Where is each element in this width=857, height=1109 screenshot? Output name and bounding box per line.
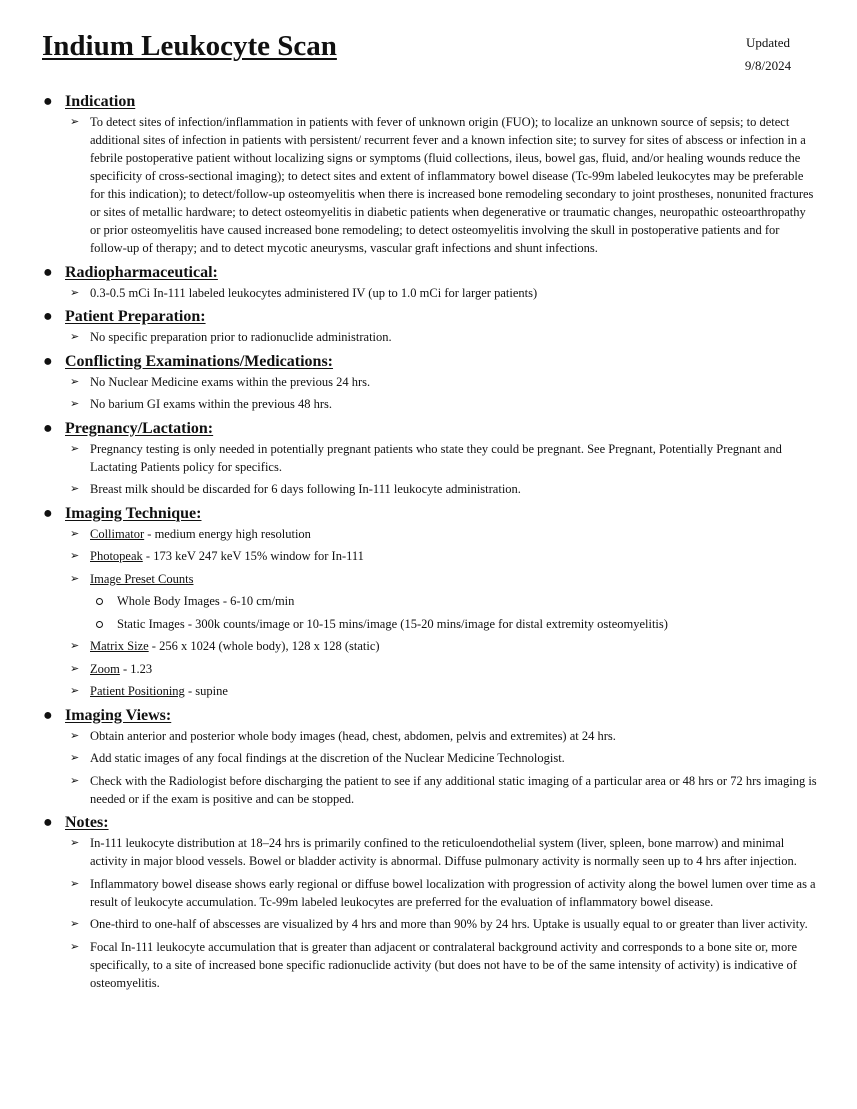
item-text: Breast milk should be discarded for 6 days following In-111 leukocyte administration. bbox=[90, 482, 521, 496]
item-text: - 1.23 bbox=[119, 661, 153, 676]
bullet-icon: ● bbox=[43, 352, 53, 370]
sub-list-item bbox=[0, 592, 857, 610]
item-text: In-111 leukocyte distribution at 18–24 hrs is primarily confined to the reticuloendothelial system (liver, spleen, bone marrow) and minimal activity in major blood vessels. Bowel or bladder activity is abnormal. Diffuse pulmonary activity is normally seen up to 4 hrs after injection. bbox=[90, 836, 797, 868]
circle-bullet-icon bbox=[96, 598, 103, 605]
arrow-bullet-icon: ➢ bbox=[70, 940, 80, 953]
item-text: - medium energy high resolution bbox=[144, 526, 311, 541]
item-term: Matrix Size bbox=[90, 639, 149, 653]
list-item bbox=[0, 749, 857, 767]
list-item bbox=[0, 480, 857, 498]
item-text: - supine bbox=[184, 684, 228, 698]
section-imaging-views bbox=[0, 705, 857, 808]
list-item-collimator bbox=[0, 525, 857, 543]
list-item-matrix-size bbox=[0, 637, 857, 655]
arrow-bullet-icon: ➢ bbox=[70, 527, 80, 540]
list-item-zoom bbox=[0, 660, 857, 678]
item-text: One-third to one-half of abscesses are visualized by 4 hrs and more than 90% by 24 hrs. Uptake is usually equal to or greater than liver activity. bbox=[90, 917, 808, 931]
list-item-preset-counts bbox=[0, 570, 857, 588]
section-heading: Pregnancy/Lactation: bbox=[65, 419, 214, 437]
document-body bbox=[0, 91, 857, 996]
arrow-bullet-icon: ➢ bbox=[70, 752, 80, 764]
item-text: Obtain anterior and posterior whole body images (head, chest, abdomen, pelvis and extremites) at 24 hrs. bbox=[90, 728, 616, 743]
arrow-bullet-icon: ➢ bbox=[70, 398, 80, 410]
list-item bbox=[0, 373, 857, 391]
arrow-bullet-icon: ➢ bbox=[70, 116, 80, 128]
list-item-patient-positioning bbox=[0, 682, 857, 700]
list-item bbox=[0, 727, 857, 745]
item-text: No Nuclear Medicine exams within the previous 24 hrs. bbox=[90, 374, 371, 389]
item-text: Whole Body Images - 6-10 cm/min bbox=[117, 594, 295, 608]
section-radiopharmaceutical bbox=[0, 262, 857, 302]
list-item bbox=[0, 284, 857, 302]
list-item bbox=[0, 834, 857, 870]
list-item bbox=[0, 395, 857, 413]
arrow-bullet-icon: ➢ bbox=[70, 375, 80, 388]
item-text: To detect sites of infection/inflammation in patients with fever of unknown origin (FUO); to localize an unknown source of sepsis; to detect additional sites of infection in patients with persistent/ recurrent fever and a known infection site; to survey for sites of abscess or infection in a febrile postoperative patient without localizing signs or symptoms (fluid collections, ileus, bowel gas, fluid, and/or healing wounds reduce the specificity of cross-sectional imaging); to detect sites and extent of inflammatory bowel disease (Tc-99m labeled leukocytes may be preferable for this indication); to detect/follow-up osteomyelitis when there is increased bone remodeling secondary to joint prostheses, nonunited fractures or sites of metallic hardware; to detect osteomyelitis in diabetic patients when degenerative or traumatic changes, neuropathic osteoarthropathy or prior osteomyelitis have caused increased bone remodeling; to detect osteomyelitis involving the skull in postoperative patients and for follow-up of therapy; and to detect mycotic aneurysms, vascular graft infections and shunt infections. bbox=[90, 115, 814, 255]
item-term: Image Preset Counts bbox=[90, 571, 194, 586]
item-text: Pregnancy testing is only needed in potentially pregnant patients who state they could be pregnant. See Pregnant, Potentially Pregnant and Lactating Patients policy for specifics. bbox=[90, 441, 782, 474]
arrow-bullet-icon: ➢ bbox=[70, 877, 80, 890]
list-item bbox=[0, 772, 857, 808]
arrow-bullet-icon: ➢ bbox=[70, 442, 80, 455]
arrow-bullet-icon: ➢ bbox=[70, 640, 80, 652]
item-text: - 256 x 1024 (whole body), 128 x 128 (static) bbox=[148, 639, 380, 653]
list-item bbox=[0, 915, 857, 933]
item-text: 0.3-0.5 mCi In-111 labeled leukocytes administered IV (up to 1.0 mCi for larger patients) bbox=[90, 285, 538, 300]
item-term: Photopeak bbox=[90, 549, 143, 563]
list-item-photopeak bbox=[0, 547, 857, 565]
arrow-bullet-icon: ➢ bbox=[70, 918, 80, 930]
item-text: Inflammatory bowel disease shows early regional or diffuse bowel localization with progression of activity along the bowel lumen over time as a result of leukocyte accumulation. Tc-99m labeled leukocytes are preferred for the evaluation of inflammatory bowel disease. bbox=[90, 876, 816, 909]
list-item bbox=[0, 938, 857, 992]
section-heading: Imaging Technique: bbox=[65, 504, 202, 522]
arrow-bullet-icon: ➢ bbox=[70, 286, 80, 299]
arrow-bullet-icon: ➢ bbox=[70, 483, 80, 495]
item-text: Static Images - 300k counts/image or 10-15 mins/image (15-20 mins/image for distal extremity osteomyelitis) bbox=[117, 616, 668, 631]
bullet-icon: ● bbox=[43, 419, 53, 437]
section-conflicting-exams bbox=[0, 351, 857, 414]
bullet-icon: ● bbox=[43, 814, 53, 831]
arrow-bullet-icon: ➢ bbox=[70, 550, 80, 562]
item-text: No specific preparation prior to radionuclide administration. bbox=[90, 330, 392, 344]
arrow-bullet-icon: ➢ bbox=[70, 572, 80, 585]
item-text: Focal In-111 leukocyte accumulation that is greater than adjacent or contralateral background activity and corresponds to a bone site or, more specifically, to a site of increased bone specific radionuclide activity (but does not have to be of the same intensity of activity) is indicative of osteomyelitis. bbox=[90, 939, 797, 990]
list-item bbox=[0, 440, 857, 476]
item-term: Collimator bbox=[90, 526, 145, 541]
arrow-bullet-icon: ➢ bbox=[70, 774, 80, 787]
section-indication bbox=[0, 91, 857, 257]
section-pregnancy-lactation bbox=[0, 418, 857, 499]
updated-date: 9/8/2024 bbox=[744, 58, 792, 73]
item-text: Add static images of any focal findings at the discretion of the Nuclear Medicine Technologist. bbox=[90, 751, 565, 765]
list-item bbox=[0, 875, 857, 911]
item-text: - 173 keV 247 keV 15% window for In-111 bbox=[142, 549, 364, 563]
bullet-icon: ● bbox=[43, 706, 53, 724]
item-term: Patient Positioning bbox=[90, 684, 185, 698]
arrow-bullet-icon: ➢ bbox=[70, 685, 80, 697]
section-heading: Radiopharmaceutical: bbox=[65, 263, 218, 281]
bullet-icon: ● bbox=[43, 263, 53, 281]
arrow-bullet-icon: ➢ bbox=[70, 331, 80, 343]
bullet-icon: ● bbox=[43, 93, 53, 110]
sub-list-item bbox=[0, 615, 857, 633]
section-imaging-technique bbox=[0, 503, 857, 701]
page-title: Indium Leukocyte Scan bbox=[42, 30, 337, 62]
section-heading: Imaging Views: bbox=[65, 706, 172, 724]
section-heading: Notes: bbox=[65, 814, 109, 831]
arrow-bullet-icon: ➢ bbox=[70, 662, 80, 675]
updated-stamp bbox=[736, 31, 800, 77]
bullet-icon: ● bbox=[43, 504, 53, 522]
section-heading: Patient Preparation: bbox=[65, 308, 206, 325]
circle-bullet-icon bbox=[96, 621, 103, 628]
section-heading: Conflicting Examinations/Medications: bbox=[65, 352, 334, 370]
list-item bbox=[0, 113, 857, 257]
item-term: Zoom bbox=[90, 661, 120, 676]
item-text: Check with the Radiologist before discharging the patient to see if any additional static imaging of a particular area or 48 hrs or 72 hrs imaging is needed or if the exam is positive and can be stopped. bbox=[90, 773, 817, 806]
list-item bbox=[0, 328, 857, 346]
updated-label: Updated bbox=[745, 35, 791, 50]
section-heading: Indication bbox=[65, 93, 136, 110]
arrow-bullet-icon: ➢ bbox=[70, 729, 80, 742]
bullet-icon: ● bbox=[43, 308, 53, 325]
section-notes bbox=[0, 812, 857, 992]
arrow-bullet-icon: ➢ bbox=[70, 837, 80, 849]
section-patient-preparation bbox=[0, 306, 857, 346]
item-text: No barium GI exams within the previous 48 hrs. bbox=[90, 397, 332, 411]
